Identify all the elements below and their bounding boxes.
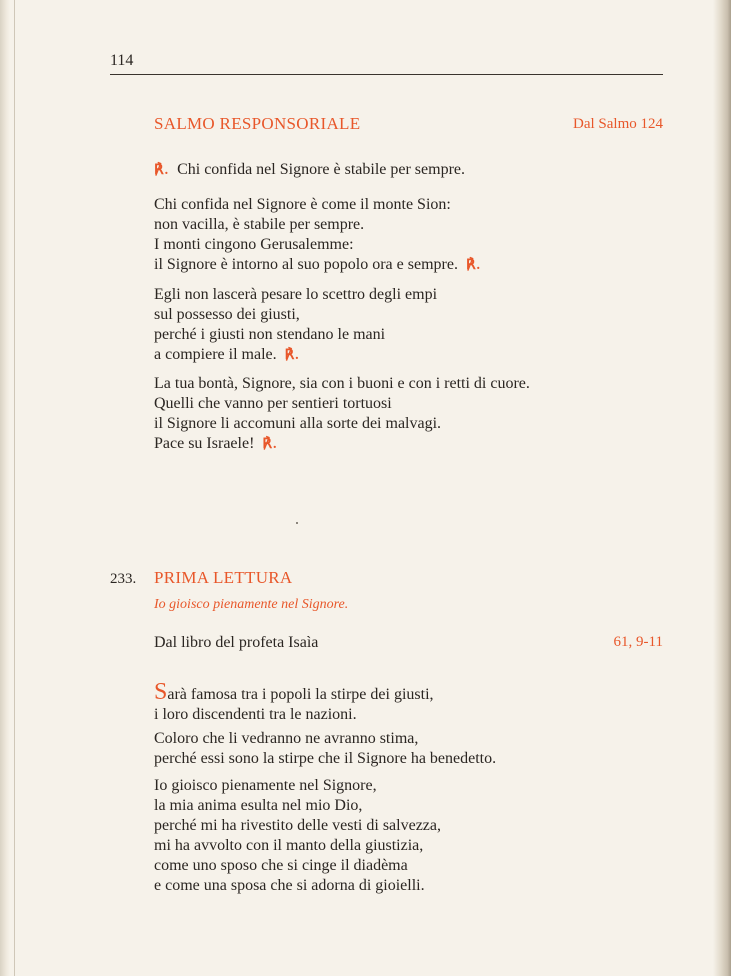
verse-line: come uno sposo che si cinge il diadèma <box>154 857 408 874</box>
response-symbol: ℟. <box>154 163 170 178</box>
verse-line: perché i giusti non stendano le mani <box>154 326 386 343</box>
verse-line: perché essi sono la stirpe che il Signore ha benedetto. <box>154 750 497 767</box>
page-edge-right <box>713 0 731 976</box>
reading-title: PRIMA LETTURA <box>154 568 293 587</box>
verse-line: Io gioisco pienamente nel Signore, <box>154 777 377 794</box>
verse-line: a compiere il male. <box>154 346 277 363</box>
response-symbol: ℟. <box>465 258 482 273</box>
psalm-stanza-2 <box>154 285 674 366</box>
verse-line: il Signore è intorno al suo popolo ora e sempre. <box>154 256 458 273</box>
response-text: Chi confida nel Signore è stabile per sempre. <box>177 161 465 178</box>
psalm-stanza-3 <box>154 374 674 455</box>
verse-line: mi ha avvolto con il manto della giustizia, <box>154 837 424 854</box>
psalm-reference: Dal Salmo 124 <box>573 116 663 132</box>
verse-line: la mia anima esulta nel mio Dio, <box>154 797 363 814</box>
page-edge-left <box>0 0 10 976</box>
page-number: 114 <box>110 52 134 69</box>
binding-line <box>14 0 15 976</box>
reading-source: Dal libro del profeta Isaìa <box>154 634 319 651</box>
paper-speck <box>296 522 298 524</box>
verse-line: e come una sposa che si adorna di gioielli. <box>154 877 425 894</box>
response-symbol: ℟. <box>284 348 300 363</box>
psalm-stanza-1 <box>154 195 674 276</box>
verse-line: non vacilla, è stabile per sempre. <box>154 216 365 233</box>
reading-paragraph-2 <box>154 729 674 769</box>
reading-reference: 61, 9-11 <box>613 634 663 650</box>
verse-line: Pace su Israele! <box>154 435 255 452</box>
response-symbol: ℟. <box>262 437 278 452</box>
verse-line: arà famosa tra i popoli la stirpe dei giusti, <box>167 686 434 703</box>
verse-line: i loro discendenti tra le nazioni. <box>154 706 357 723</box>
psalm-response <box>154 160 674 181</box>
page-header <box>110 52 663 75</box>
psalm-title: SALMO RESPONSORIALE <box>154 114 361 133</box>
reading-paragraph-1 <box>154 679 674 725</box>
reading-number: 233. <box>110 571 137 587</box>
verse-line: Quelli che vanno per sentieri tortuosi <box>154 395 392 412</box>
reading-subtitle: Io gioisco pienamente nel Signore. <box>154 597 349 612</box>
verse-line: I monti cingono Gerusalemme: <box>154 236 354 253</box>
verse-line: Coloro che li vedranno ne avranno stima, <box>154 730 419 747</box>
reading-paragraph-3 <box>154 776 674 896</box>
verse-line: La tua bontà, Signore, sia con i buoni e con i retti di cuore. <box>154 375 530 392</box>
verse-line: il Signore li accomuni alla sorte dei malvagi. <box>154 415 442 432</box>
verse-line: Chi confida nel Signore è come il monte Sion: <box>154 196 451 213</box>
verse-line: sul possesso dei giusti, <box>154 306 300 323</box>
drop-cap: S <box>154 679 168 705</box>
verse-line: perché mi ha rivestito delle vesti di salvezza, <box>154 817 441 834</box>
verse-line: Egli non lascerà pesare lo scettro degli empi <box>154 286 438 303</box>
